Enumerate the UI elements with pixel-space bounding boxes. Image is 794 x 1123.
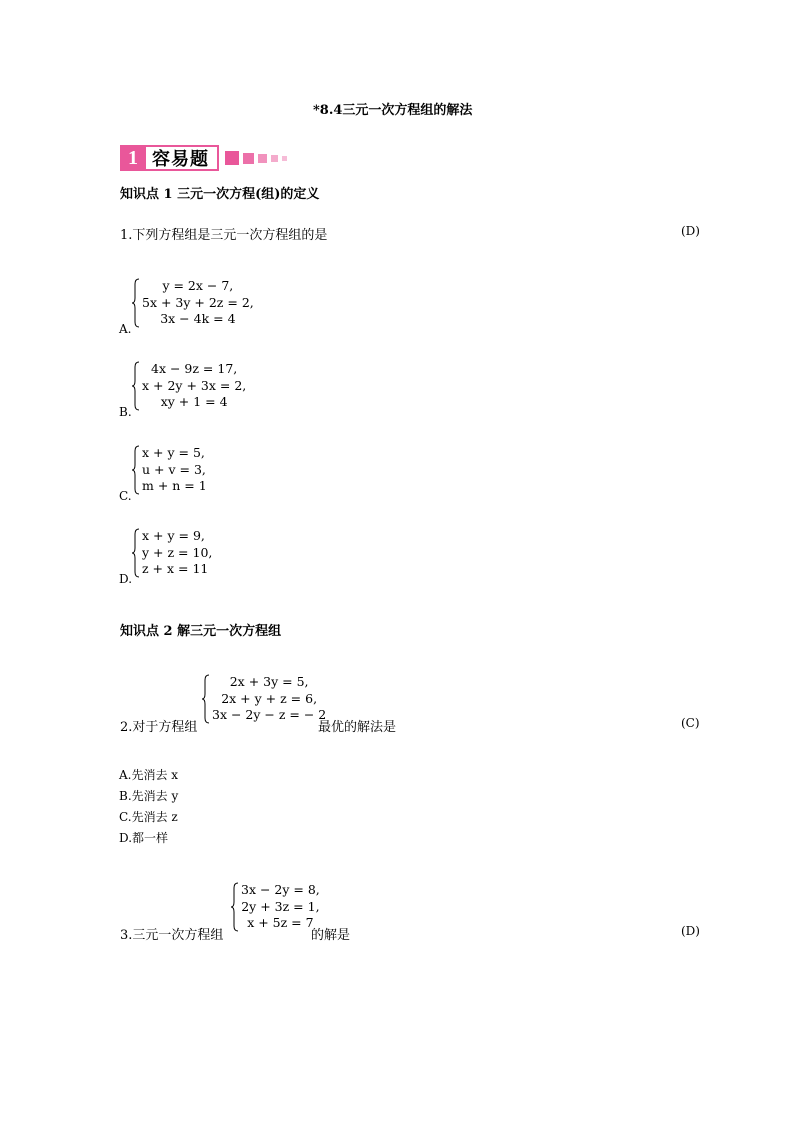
left-brace [202, 674, 210, 724]
equation: u + v = 3, [142, 461, 206, 477]
question-3-system [231, 882, 320, 932]
decor-square [271, 155, 278, 162]
equation: 2x + 3y = 5, [229, 674, 309, 689]
question-2-option-d: D.都一样 [119, 831, 169, 845]
question-1-text: 1.下列方程组是三元一次方程组的是 [120, 228, 328, 243]
question-3-answer: (D) [681, 924, 700, 938]
equation: z + x = 11 [142, 561, 209, 576]
question-3-prefix: 3.三元一次方程组 [120, 928, 224, 943]
equation: 4x − 9z = 17, [151, 361, 238, 376]
equation: y + z = 10, [142, 544, 213, 560]
question-2-suffix: 最优的解法是 [318, 720, 397, 735]
left-brace [132, 445, 140, 495]
decor-square [258, 154, 267, 163]
knowledge-point-heading: 知识点 1 三元一次方程(组)的定义 [120, 187, 320, 202]
page-title: *8.4三元一次方程组的解法 [313, 103, 473, 118]
option-a-label: A. [119, 322, 132, 336]
option-d-system [132, 528, 212, 578]
equation: x + y = 5, [142, 445, 205, 460]
decor-square [225, 151, 239, 165]
equation: y = 2x − 7, [162, 278, 234, 293]
left-brace [132, 361, 140, 411]
option-b-system [132, 361, 246, 411]
decor-square [282, 156, 287, 161]
equation: 5x + 3y + 2z = 2, [142, 294, 254, 310]
question-1-answer: (D) [681, 224, 700, 238]
equation: 2y + 3z = 1, [241, 898, 320, 914]
question-2-option-a: A.先消去 x [119, 768, 179, 782]
option-d-label: D. [119, 572, 133, 586]
left-brace [231, 882, 239, 932]
question-2-answer: (C) [681, 716, 700, 730]
option-b-label: B. [119, 405, 132, 419]
equation: x + 2y + 3x = 2, [142, 377, 247, 393]
question-2-system [202, 674, 326, 724]
equation: 3x − 2y − z = − 2 [212, 707, 327, 722]
equation: x + y = 9, [142, 528, 205, 543]
equation: 3x − 4k = 4 [160, 311, 236, 326]
left-brace [132, 528, 140, 578]
question-2-option-c: C.先消去 z [119, 810, 178, 824]
left-brace [132, 278, 140, 328]
option-c-label: C. [119, 489, 132, 503]
question-2-prefix: 2.对于方程组 [120, 720, 198, 735]
section-label: 容易题 [146, 145, 219, 171]
option-a-system [132, 278, 254, 328]
equation: xy + 1 = 4 [160, 394, 228, 409]
section-banner [120, 145, 287, 171]
equation: x + 5z = 7 [247, 915, 314, 930]
equation: 2x + y + z = 6, [221, 690, 318, 706]
knowledge-point-heading: 知识点 2 解三元一次方程组 [120, 624, 282, 639]
equation: m + n = 1 [142, 478, 207, 493]
option-c-system [132, 445, 207, 495]
decor-square [243, 153, 254, 164]
section-number: 1 [120, 145, 146, 171]
equation: 3x − 2y = 8, [241, 882, 320, 897]
question-2-option-b: B.先消去 y [119, 789, 179, 803]
question-3-suffix: 的解是 [311, 928, 351, 943]
